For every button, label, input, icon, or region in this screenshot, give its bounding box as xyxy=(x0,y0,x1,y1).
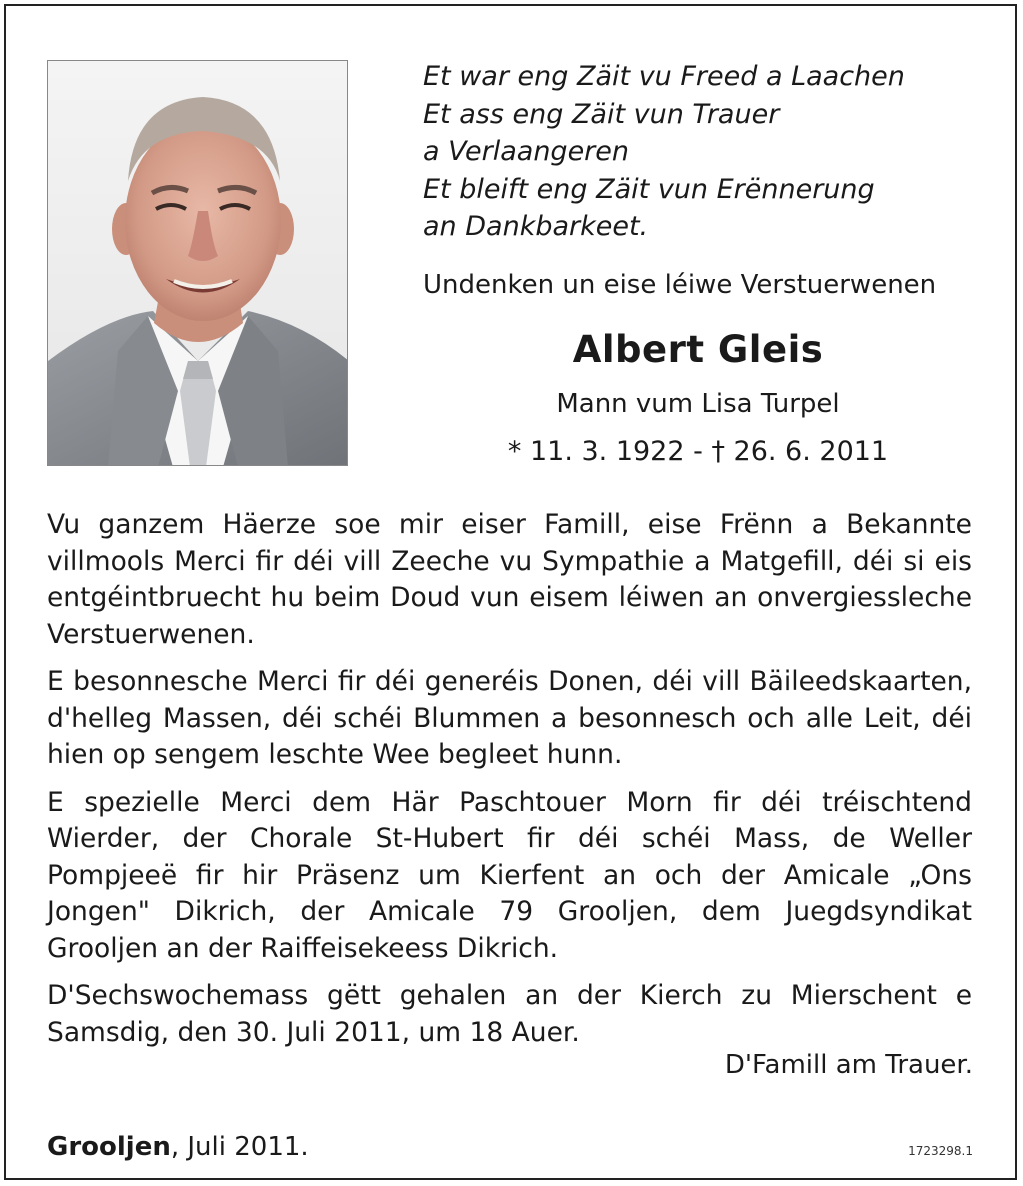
family-signature: D'Famill am Trauer. xyxy=(724,1050,973,1080)
paragraph: Vu ganzem Häerze soe mir eiser Famill, eise Frënn a Bekannte villmools Merci fir déi vill Zeeche vu Sympathie a Matgefill, déi si eis entgéintbruecht hu beim Doud vun eisem léiwen an onvergiessleche Verstuerwenen. xyxy=(47,509,972,650)
reference-number: 1723298.1 xyxy=(908,1144,973,1158)
deceased-name: Albert Gleis xyxy=(572,328,824,371)
place-name: Grooljen xyxy=(47,1132,171,1162)
paragraph: D'Sechswochemass gëtt gehalen an der Kierch zu Mierschent e Samsdig, den 30. Juli 2011, um 18 Auer. xyxy=(47,980,972,1048)
place-date: , Juli 2011. xyxy=(170,1132,309,1162)
intro-text: Undenken un eise léiwe Verstuerwenen xyxy=(423,270,937,300)
paragraph: E spezielle Merci dem Här Paschtouer Morn fir déi tréischtend Wierder, der Chorale St-Hubert fir déi schéi Mass, de Weller Pompjeeë fir hir Präsenz um Kierfent an och der Amicale „Ons Jongen" Dikrich, der Amicale 79 Grooljen, dem Juegdsyndikat Grooljen an der Raiffeisekeess Dikrich. xyxy=(47,786,972,964)
place-date-line xyxy=(47,1132,309,1162)
life-dates: * 11. 3. 1922 - † 26. 6. 2011 xyxy=(507,436,889,467)
poem-line: Et ass eng Zäit vun Trauer xyxy=(423,98,780,130)
thanks-text xyxy=(47,507,972,1062)
portrait-image xyxy=(48,61,348,466)
poem-line: Et war eng Zäit vu Freed a Laachen xyxy=(423,61,905,92)
poem xyxy=(423,58,983,246)
poem-line: an Dankbarkeet. xyxy=(423,211,649,242)
portrait-photo xyxy=(47,60,348,466)
spouse-line: Mann vum Lisa Turpel xyxy=(556,389,840,419)
paragraph: E besonnesche Merci fir déi generéis Donen, déi vill Bäileedskaarten, d'helleg Massen, déi schéi Blummen a besonnesch och alle Leit, déi hien op sengem leschte Wee begleet hunn. xyxy=(47,666,972,770)
poem-line: Et bleift eng Zäit vun Erënnerung xyxy=(423,173,875,205)
poem-line: a Verlaangeren xyxy=(423,136,630,167)
